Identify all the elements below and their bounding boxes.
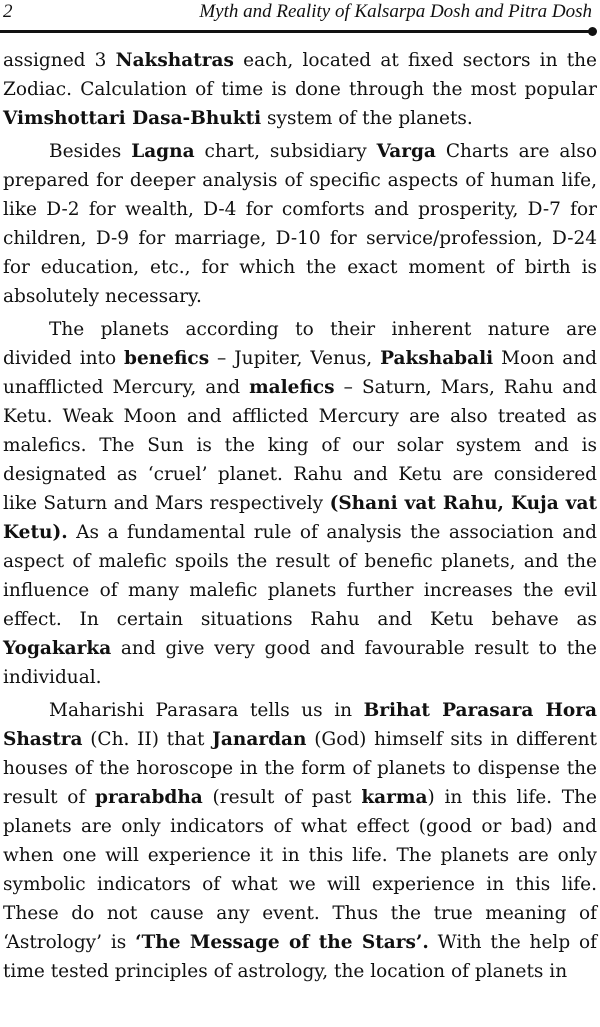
text-run: (God) himself sits in different houses of the horoscope in the form of planets to dispense the result of [3, 729, 597, 808]
text-run: ) in this life. The planets are only indicators of what effect (good or bad) and when one will experience it in this life. The planets are only symbolic indicators of what we will experience in this life. These do not cause any event. Thus the true meaning of ‘Astrology’ is [3, 787, 597, 953]
text-run: – Jupiter, Venus, [209, 348, 381, 369]
running-title: Myth and Reality of Kalsarpa Dosh and Pitra Dosh [199, 1, 592, 22]
page-header [0, 0, 600, 32]
header-rule [0, 30, 592, 33]
text-run: assigned 3 [3, 50, 116, 71]
text-run: system of the planets. [261, 108, 473, 129]
bold-term: Brihat Parasara Hora Shastra [3, 700, 597, 750]
bold-term: benefics [124, 348, 210, 369]
text-run: Maharishi Parasara tells us in [49, 700, 364, 721]
body-text [3, 46, 597, 990]
bold-term: prarabdha [95, 787, 203, 808]
bold-term: Lagna [131, 141, 195, 162]
text-run: Charts are also prepared for deeper analysis of specific aspects of human life, like D-2 for wealth, D-4 for comforts and prosperity, D-7 for children, D-9 for marriage, D-10 for service/profession, D-24 for education, etc., for which the exact moment of birth is absolutely necessary. [3, 141, 597, 307]
text-run: As a fundamental rule of analysis the association and aspect of malefic spoils the result of benefic planets, and the influence of many malefic planets further increases the evil effect. In certain situations Rahu and Ketu behave as [3, 522, 597, 630]
text-run: The planets according to their inherent nature are divided into [3, 319, 597, 369]
text-run: chart, subsidiary [194, 141, 377, 162]
bold-term: Nakshatras [115, 50, 234, 71]
text-run: – Saturn, Mars, Rahu and Ketu. Weak Moon and afflicted Mercury are also treated as malefics. The Sun is the king of our solar system and is designated as ‘cruel’ planet. Rahu and Ketu are considered like Saturn and Mars respectively [3, 377, 597, 514]
text-run: each, located at fixed sectors in the Zodiac. Calculation of time is done through the most popular [3, 50, 597, 100]
bold-term: Yogakarka [3, 638, 112, 659]
text-run: and give very good and favourable result to the individual. [3, 638, 597, 688]
paragraph-3 [3, 315, 597, 692]
bold-term: Varga [376, 141, 436, 162]
text-run: (result of past [202, 787, 362, 808]
bold-term: ‘The Message of the Stars’. [135, 932, 429, 953]
paragraph-2 [3, 137, 597, 311]
paragraph-4 [3, 696, 597, 986]
bold-term: (Shani vat Rahu, Kuja vat Ketu). [3, 493, 598, 543]
text-run: With the help of time tested principles of astrology, the location of planets in [3, 932, 597, 982]
bold-term: Janardan [212, 729, 307, 750]
header-rule-end-dot [588, 27, 597, 36]
text-run: Besides [49, 141, 132, 162]
text-run: (Ch. II) that [82, 729, 213, 750]
page-number: 2 [3, 1, 13, 22]
paragraph-1 [3, 46, 597, 133]
text-run: Moon and unafflicted Mercury, and [3, 348, 597, 398]
bold-term: Vimshottari Dasa-Bhukti [3, 108, 262, 129]
bold-term: malefics [249, 377, 335, 398]
bold-term: karma [361, 787, 428, 808]
bold-term: Pakshabali [380, 348, 494, 369]
